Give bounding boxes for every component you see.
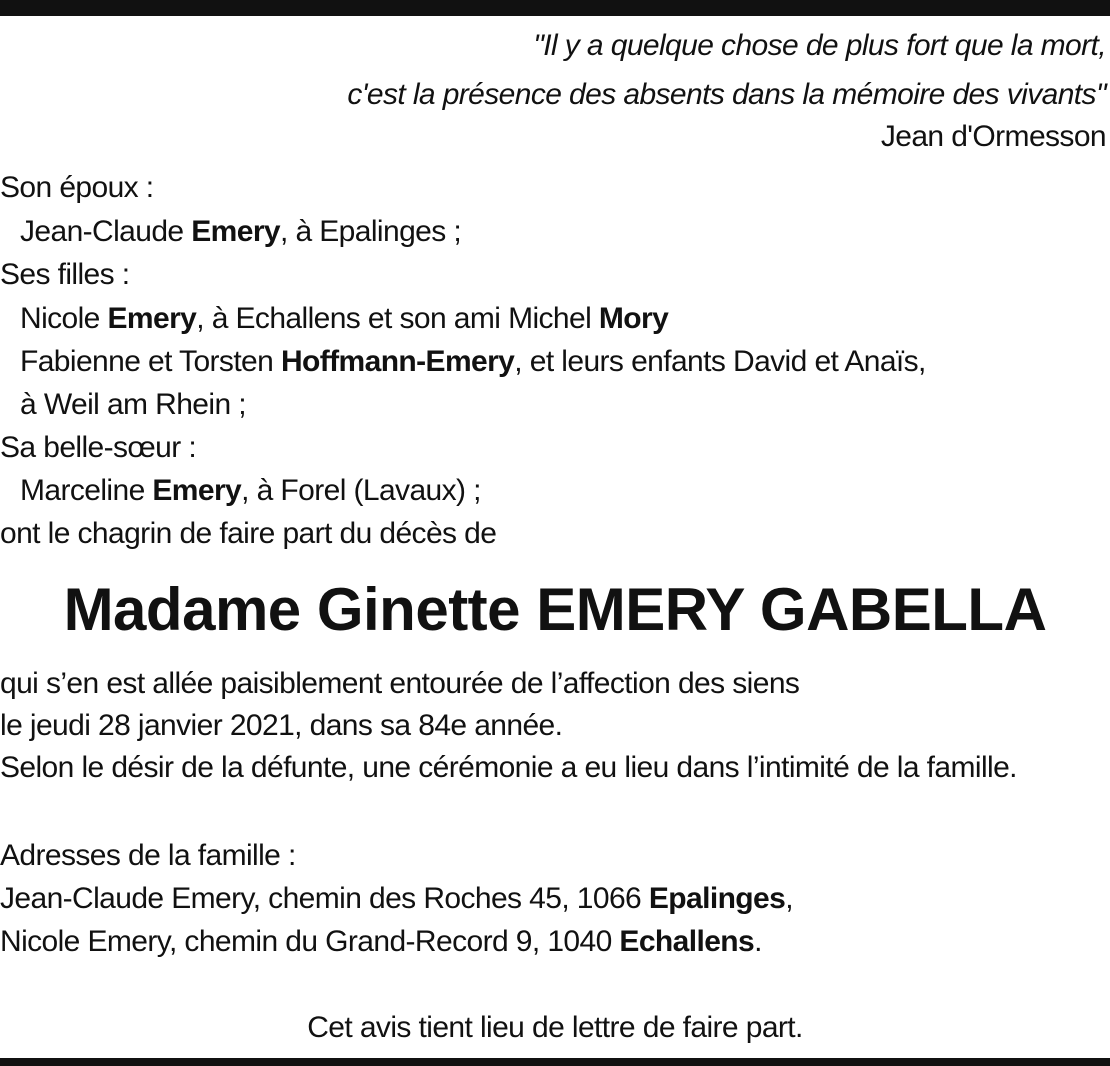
address-1: Jean-Claude Emery, chemin des Roches 45, 1066 Epalinges, [0,882,793,915]
daughter-2-location: à Weil am Rhein ; [20,388,247,421]
sister-in-law-entry: Marceline Emery, à Forel (Lavaux) ; [20,474,481,507]
addresses-heading: Adresses de la famille : [0,839,296,872]
spouse-heading: Son époux : [0,171,154,204]
sister-in-law-heading: Sa belle-sœur : [0,431,197,464]
quote-author: Jean d'Ormesson [880,120,1106,153]
quote-line-2: c'est la présence des absents dans la mémoire des vivants" [347,78,1106,111]
details-line-2: le jeudi 28 janvier 2021, dans sa 84e année. [0,709,563,742]
address-2: Nicole Emery, chemin du Grand-Record 9, 1040 Echallens. [0,925,762,958]
ceremony-text: Selon le désir de la défunte, une cérémonie a eu lieu dans l’intimité de la famille. [0,751,1017,784]
daughter-1-entry: Nicole Emery, à Echallens et son ami Michel Mory [20,302,669,335]
deceased-name: Madame Ginette EMERY GABELLA [63,576,1047,643]
bottom-border [0,1058,1110,1066]
daughters-heading: Ses filles : [0,258,130,291]
details-line-1: qui s’en est allée paisiblement entourée de l’affection des siens [0,667,800,700]
daughter-2-entry: Fabienne et Torsten Hoffmann-Emery, et leurs enfants David et Anaïs, [20,345,926,378]
announcement-text: ont le chagrin de faire part du décès de [0,517,497,550]
top-border [0,0,1110,16]
spouse-entry: Jean-Claude Emery, à Epalinges ; [20,215,462,248]
footer-note: Cet avis tient lieu de lettre de faire part. [307,1011,803,1044]
quote-line-1: "Il y a quelque chose de plus fort que la mort, [533,29,1106,62]
